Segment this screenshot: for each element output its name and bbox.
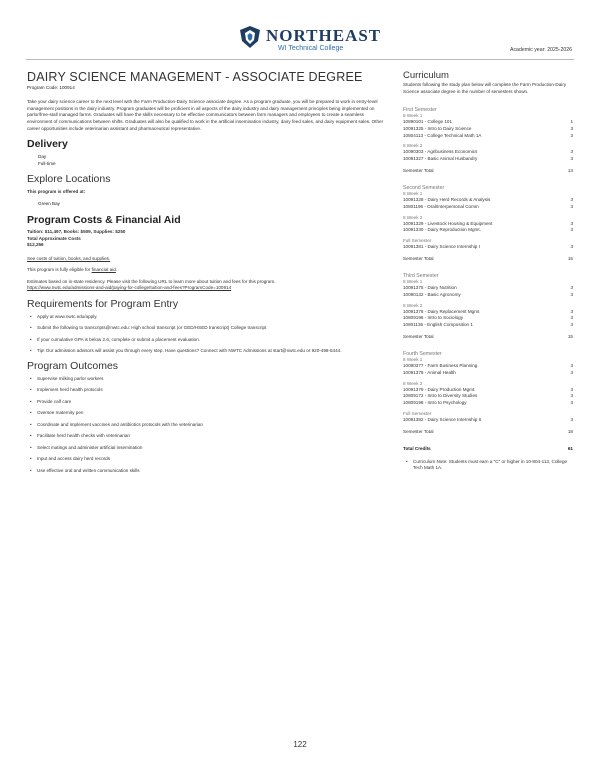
- header-divider: [26, 59, 574, 60]
- semester-list: [403, 107, 573, 434]
- course-row: [403, 309, 573, 316]
- list-item: • If your cumulative GPA is below 2.6, complete or submit a placement evaluation.: [37, 337, 389, 344]
- course-row: [403, 417, 573, 424]
- course-row: [403, 221, 573, 228]
- course-credits: 3: [570, 125, 573, 131]
- list-item: • Oversee maternity pen: [37, 410, 389, 417]
- course-row: [403, 126, 573, 133]
- course-row: [403, 197, 573, 204]
- financial-aid-suffix: .: [115, 267, 118, 273]
- list-item: • Implement herd health protocols: [37, 387, 389, 394]
- course-credits: 3: [570, 362, 573, 368]
- term-label: 8 Week 1: [403, 190, 423, 196]
- course-name: 10091376 - Dairy Replacement Mgmt: [403, 308, 480, 314]
- semester-total-value: 18: [567, 428, 573, 434]
- course-row: [403, 244, 573, 251]
- course-name: 10804113 - College Technical Math 1A: [403, 132, 482, 138]
- requirements-heading: Requirements for Program Entry: [27, 297, 179, 310]
- course-name: 10090303 - Agribusiness Economics: [403, 149, 478, 155]
- semester-name: Second Semester: [403, 184, 445, 191]
- course-name: 10809172 - Intro to Diversity Studies: [403, 393, 478, 399]
- location-item: Green Bay: [38, 201, 60, 207]
- course-row: [403, 292, 573, 299]
- term-label: 8 Week 1: [403, 356, 423, 362]
- course-name: 10091325 - Intro to Dairy Science: [403, 125, 472, 131]
- total-credits-value: 61: [567, 445, 573, 451]
- list-item: • Supervise milking parlor workers: [37, 376, 389, 383]
- course-row: [403, 227, 573, 234]
- term-label: 8 Week 2: [403, 380, 423, 386]
- program-description: Take your dairy science career to the next level with the Farm Production-Dairy Science associate degree. As a program graduate, you will be prepared to work in entry-level management positions in the dairy industry. Program graduates will be proficient in all aspects of the dairy industry and dairy management principles being implemented on parlor/free-stall managed farms. Graduates will have the skills necessary to be effective communicators between farm managers and employees to create a seamless environment of communications between shifts. Graduates will also be qualified to work in the artificial insemination industry, dairy feed sales, and dairy equipment sales. Other career opportunities include veterinarian assistant and pharmaceutical representative.: [27, 99, 384, 131]
- costs-heading: Program Costs & Financial Aid: [27, 214, 181, 227]
- course-credits: 3: [570, 156, 573, 162]
- course-credits: 3: [570, 416, 573, 422]
- course-row: [403, 285, 573, 292]
- semester-name: First Semester: [403, 107, 437, 113]
- course-row: [403, 393, 573, 400]
- course-name: 10091375 - Dairy Nutrition: [403, 284, 457, 290]
- semester-total-row: [403, 334, 573, 339]
- financial-aid-text: [27, 267, 389, 274]
- course-name: 10809198 - Intro to Psychology: [403, 400, 467, 406]
- page-title: DAIRY SCIENCE MANAGEMENT - ASSOCIATE DEGREE: [27, 70, 363, 84]
- course-credits: 3: [570, 220, 573, 226]
- semester-name: Fourth Semester: [403, 350, 442, 357]
- course-credits: 3: [570, 196, 573, 202]
- course-credits: 3: [570, 244, 573, 250]
- course-credits: 3: [570, 149, 573, 155]
- list-item: • Tip! Our admission advisors will assist you through every step. Have questions? Connect with NWTC Admissions at start@nwtc.edu or 920-498-5444.: [37, 348, 389, 355]
- course-row: [403, 156, 573, 163]
- delivery-item: Full-time: [38, 160, 56, 166]
- term-label: 8 Week 1: [403, 113, 423, 118]
- list-item: • Facilitate herd health checks with veterinarian: [37, 433, 389, 440]
- semester-block: [403, 107, 573, 173]
- course-row: [403, 149, 573, 156]
- course-credits: 3: [570, 308, 573, 314]
- estimate-text: Estimates based on in-state residency. Please visit the following URL to learn more about tuition and fees for this program.: [27, 278, 276, 284]
- semester-block: [403, 185, 573, 261]
- course-name: 10091381 - Dairy Science Internship I: [403, 244, 480, 250]
- program-code: Program Code: 100914: [27, 85, 75, 90]
- list-item: • Coordinate and implement vaccines and antibiotics protocols with the veterinarian: [37, 422, 389, 429]
- course-credits: 1: [570, 119, 573, 124]
- semester-total-label: Semester Total: [403, 167, 434, 173]
- academic-year: Academic year: 2025-2026: [510, 47, 572, 53]
- course-name: 10809196 - Intro to Sociology: [403, 315, 464, 321]
- course-row: [403, 119, 573, 126]
- locations-heading: Explore Locations: [27, 172, 111, 185]
- course-credits: 3: [570, 284, 573, 290]
- delivery-heading: Delivery: [27, 137, 68, 150]
- financial-aid-prefix: This program is fully eligible for: [27, 267, 92, 273]
- college-logo: [238, 25, 382, 55]
- course-name: 10090132 - Basic Agronomy: [403, 291, 461, 297]
- curriculum-intro: Students following the study plan below will complete the Farm Production-Dairy Science associate degree in the number of semesters shown.: [403, 82, 567, 94]
- financial-aid-link[interactable]: financial aid: [91, 267, 116, 273]
- semester-total-row: [403, 256, 573, 261]
- course-row: [403, 315, 573, 322]
- logo-subtitle: WI Technical College: [278, 45, 344, 52]
- course-credits: 3: [570, 291, 573, 297]
- course-name: 10091382 - Dairy Science Internship II: [403, 416, 482, 422]
- term-label: 8 Week 1: [403, 278, 423, 284]
- semester-total-label: Semester Total: [403, 333, 434, 339]
- semester-total-value: 15: [567, 333, 573, 339]
- term-label: 8 Week 2: [403, 214, 423, 220]
- course-credits: 3: [570, 132, 573, 138]
- shield-logo-icon: [238, 25, 262, 49]
- course-name: 10091379 - Dairy Production Mgmt.: [403, 386, 476, 392]
- delivery-item: Day: [38, 153, 47, 159]
- term-label: 8 Week 2: [403, 143, 423, 149]
- term-label: Full Semester: [403, 238, 432, 244]
- program-column: [27, 70, 389, 479]
- locations-offered-at: This program is offered at:: [27, 188, 86, 194]
- course-credits: 3: [570, 369, 573, 375]
- list-item: • Input and access dairy herd records: [37, 456, 389, 463]
- course-credits: 3: [570, 227, 573, 233]
- course-row: [403, 133, 573, 140]
- costs-line: Tuition: $11,497, Books: $509, Supplies: $250: [27, 229, 126, 235]
- course-name: 10801196 - Oral/Interpersonal Comm: [403, 203, 479, 209]
- course-name: 10890101 - College 101: [403, 119, 453, 124]
- list-item: • Provide calf care: [37, 399, 389, 406]
- page-header: [0, 0, 600, 62]
- course-row: [403, 387, 573, 394]
- course-credits: 3: [570, 386, 573, 392]
- requirements-list: [27, 314, 389, 355]
- term-label: 8 Week 2: [403, 302, 423, 308]
- semester-total-label: Semester Total: [403, 255, 434, 261]
- course-row: [403, 204, 573, 211]
- logo-name: NORTHEAST: [266, 26, 382, 45]
- course-name: 10090377 - Farm Business Planning: [403, 362, 478, 368]
- semester-name: Third Semester: [403, 272, 439, 279]
- course-row: [403, 363, 573, 370]
- outcomes-heading: Program Outcomes: [27, 359, 119, 372]
- list-item: • Use effective oral and written communication skills: [37, 468, 389, 475]
- costs-total-value: $12,256: [27, 242, 44, 248]
- course-credits: 3: [570, 322, 573, 328]
- course-name: 10091329 - Livestock Housing & Equipment: [403, 220, 493, 226]
- page-number: 122: [293, 740, 307, 749]
- semester-total-label: Semester Total: [403, 428, 434, 434]
- course-row: [403, 400, 573, 407]
- curriculum-heading: Curriculum: [403, 70, 449, 81]
- total-credits-row: [403, 446, 573, 451]
- semester-block: [403, 351, 573, 434]
- list-item: • Select matings and administer artificial insemination: [37, 445, 389, 452]
- term-label: Full Semester: [403, 410, 432, 416]
- course-name: 10091327 - Basic Animal Husbandry: [403, 156, 478, 162]
- curriculum-note: • Curriculum Note: Students must earn a "C" or higher in 10-804-113, College Tech Math 1A.: [403, 459, 573, 472]
- costs-total-label: Total Approximate Costs: [27, 235, 81, 241]
- course-row: [403, 322, 573, 329]
- course-name: 10091378 - Animal Health: [403, 369, 456, 375]
- costs-link[interactable]: See costs of tuition, books, and supplies.: [27, 255, 111, 261]
- course-credits: 3: [570, 315, 573, 321]
- semester-total-value: 15: [567, 255, 573, 261]
- semester-total-value: 13: [567, 167, 573, 173]
- course-name: 10091330 - Dairy Reproduction Mgmt.: [403, 227, 481, 233]
- list-item: • Submit the following to transcripts@nwtc.edu: High school transcript (or GED/HSED transcript) College transcript: [37, 325, 389, 332]
- semester-total-row: [403, 168, 573, 173]
- course-credits: 3: [570, 400, 573, 406]
- list-item: • Apply at www.nwtc.edu/apply.: [37, 314, 389, 321]
- course-name: 10091328 - Dairy Herd Records & Analysis: [403, 196, 491, 202]
- semester-block: [403, 273, 573, 339]
- curriculum-column: [403, 70, 573, 471]
- tuition-url[interactable]: https://www.nwtc.edu/admissions-and-aid/paying-for-college/tuition-and-fees?ProgramCode=100914: [27, 285, 232, 291]
- semester-total-row: [403, 429, 573, 434]
- outcomes-list: [27, 376, 389, 475]
- course-credits: 3: [570, 203, 573, 209]
- course-credits: 3: [570, 393, 573, 399]
- course-name: 10801136 - English Composition 1: [403, 322, 473, 328]
- course-row: [403, 370, 573, 377]
- total-credits-label: Total Credits: [403, 445, 431, 451]
